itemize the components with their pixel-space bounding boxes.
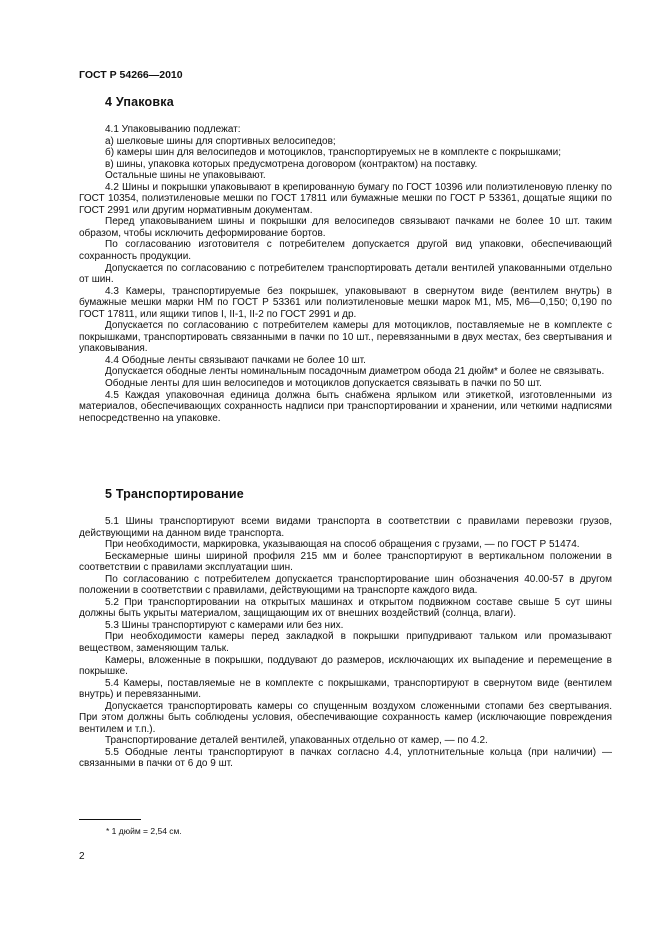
section-5-body	[79, 516, 612, 770]
paragraph: 4.4 Ободные ленты связывают пачками не более 10 шт.	[105, 354, 366, 366]
footnote: * 1 дюйм = 2,54 см.	[106, 826, 182, 836]
paragraph: 4.3 Камеры, транспортируемые без покрышек, упаковывают в свернутом виде (вентилем внутрь) в бумажные мешки марки НМ по ГОСТ Р 53361 или полиэтиленовые мешки марок М1, М5, М6—0,150; 0,190 по ГОСТ 17811, или ящики типов I, II-1, II-2 по ГОСТ 2991 и др.	[79, 285, 612, 320]
section-5-title: 5 Транспортирование	[105, 487, 244, 501]
paragraph: Бескамерные шины шириной профиля 215 мм и более транспортируют в вертикальном положении в соответствии с правилами эксплуатации шин.	[79, 550, 612, 574]
paragraph: 5.1 Шины транспортируют всеми видами транспорта в соответствии с правилами перевозки грузов, действующими на данном виде транспорта.	[79, 516, 612, 539]
paragraph: Ободные ленты для шин велосипедов и мотоциклов допускается связывать в пачки по 50 шт.	[105, 378, 542, 390]
paragraph: По согласованию с потребителем допускается транспортирование шин обозначения 40.00-57 в другом положении в соответствии с правилами, действующими на транспорте каждого вида.	[79, 573, 612, 597]
paragraph: Допускается ободные ленты номинальным посадочным диаметром обода 21 дюйм* и более не связывать.	[105, 366, 605, 378]
paragraph: Допускается транспортировать камеры со спущенным воздухом сложенными стопами без свертывания. При этом должны быть соблюдены условия, обеспечивающие сохранность камер (исключающие повреждения вентилем и т.п.).	[79, 700, 612, 735]
footnote-rule	[79, 819, 141, 820]
paragraph: 5.2 При транспортировании на открытых машинах и открытом подвижном составе свыше 5 сут шины должны быть укрыты материалом, защищающим их от внешних воздействий (солнца, влаги).	[79, 596, 612, 620]
paragraph: 5.4 Камеры, поставляемые не в комплекте с покрышками, транспортируют в свернутом виде (вентилем внутрь) и перевязанными.	[79, 677, 612, 701]
section-4-body	[79, 124, 612, 424]
paragraph: По согласованию изготовителя с потребителем допускается другой вид упаковки, обеспечивающий сохранность продукции.	[79, 239, 612, 263]
paragraph: Допускается по согласованию с потребителем транспортировать детали вентилей упакованными отдельно от шин.	[79, 262, 612, 286]
paragraph: 5.3 Шины транспортируют с камерами или без них.	[105, 619, 344, 631]
paragraph: Перед упаковыванием шины и покрышки для велосипедов связывают пачками не более 10 шт. таким образом, чтобы исключить деформирование бортов.	[79, 216, 612, 239]
list-item: а) шелковые шины для спортивных велосипедов;	[105, 135, 336, 147]
list-item: в) шины, упаковка которых предусмотрена договором (контрактом) на поставку.	[105, 158, 478, 170]
paragraph: Транспортирование деталей вентилей, упакованных отдельно от камер, — по 4.2.	[105, 735, 488, 747]
list-item: б) камеры шин для велосипедов и мотоциклов, транспортируемых не в комплекте с покрышками;	[105, 147, 562, 159]
paragraph: При необходимости, маркировка, указывающая на способ обращения с грузами, — по ГОСТ Р 51474.	[105, 539, 580, 551]
paragraph: Камеры, вложенные в покрышки, поддувают до размеров, исключающих их выпадение и перемещение в покрышке.	[79, 654, 612, 678]
paragraph: 4.5 Каждая упаковочная единица должна быть снабжена ярлыком или этикеткой, изготовленными из материалов, обеспечивающих сохранность надписи при транспортировании и хранении, или четкими надписями непосредственно на упаковке.	[79, 389, 612, 424]
section-4-title: 4 Упаковка	[105, 95, 174, 109]
paragraph: При необходимости камеры перед закладкой в покрышки припудривают тальком или промазывают веществом, заменяющим тальк.	[79, 631, 612, 655]
paragraph: Остальные шины не упаковывают.	[105, 170, 266, 182]
page-number: 2	[79, 851, 85, 862]
paragraph: 5.5 Ободные ленты транспортируют в пачках согласно 4.4, уплотнительные кольца (при наличии) — связанными в пачки от 6 до 9 шт.	[79, 746, 612, 770]
paragraph: 4.2 Шины и покрышки упаковывают в крепированную бумагу по ГОСТ 10396 или полиэтиленовую пленку по ГОСТ 10354, полиэтиленовые мешки по ГОСТ 17811 или бумажные мешки по ГОСТ Р 53361, дощатые ящики по ГОСТ 2991 или другим нормативным документам.	[79, 181, 612, 216]
paragraph: Допускается по согласованию с потребителем камеры для мотоциклов, поставляемые не в комплекте с покрышками, транспортировать связанными в пачки по 10 шт., перевязанными в двух местах, без свертывания и упаковывания.	[79, 320, 612, 355]
standard-header: ГОСТ Р 54266—2010	[79, 69, 183, 81]
paragraph: 4.1 Упаковыванию подлежат:	[105, 124, 241, 135]
